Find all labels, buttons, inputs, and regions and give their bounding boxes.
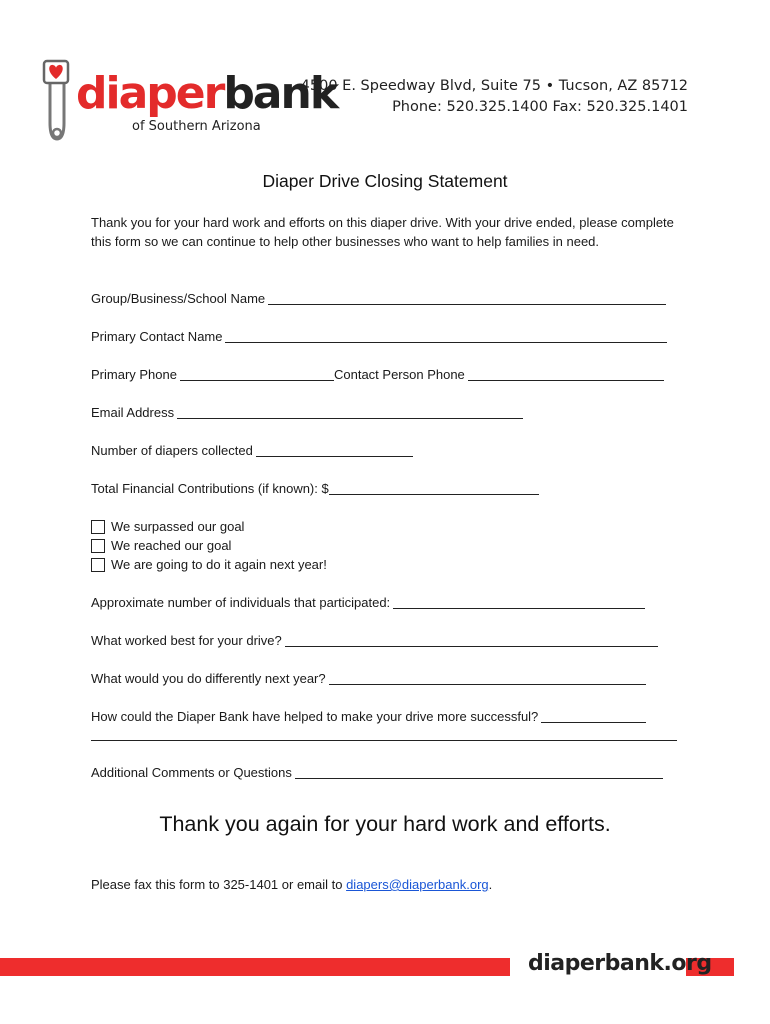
diaper-bank-help-line[interactable] [541,708,646,723]
fax-period: . [488,877,493,892]
diapers-collected-line[interactable] [256,442,413,457]
checkbox-box[interactable] [91,558,105,572]
fax-instructions [91,877,492,892]
primary-phone-label: Primary Phone [91,367,177,382]
checkbox-again-next-year[interactable] [91,555,327,574]
fax-text: Please fax this form to 325-1401 or email to [91,877,347,892]
phone-fields [91,366,664,384]
do-differently-field[interactable] [91,670,646,688]
email-label: Email Address [91,405,175,420]
do-differently-line[interactable] [329,670,646,685]
thank-you-heading: Thank you again for your hard work and efforts. [159,812,611,836]
primary-contact-label: Primary Contact Name [91,329,223,344]
footer-website: diaperbank.org [528,951,712,976]
checkbox-box[interactable] [91,520,105,534]
form-title: Diaper Drive Closing Statement [262,171,508,191]
email-line[interactable] [177,404,523,419]
logo-wordmark: diaperbank [76,68,338,119]
diaper-bank-help-line-2[interactable] [91,740,677,741]
diaper-bank-logo [40,55,338,150]
worked-best-label: What worked best for your drive? [91,633,282,648]
do-differently-label: What would you do differently next year? [91,671,326,686]
phone-line: Phone: 520.325.1400 Fax: 520.325.1401 [392,99,688,115]
participants-label: Approximate number of individuals that participated: [91,595,391,610]
contact-phone-line[interactable] [468,366,664,381]
financial-contributions-label: Total Financial Contributions (if known): $ [91,481,329,496]
comments-label: Additional Comments or Questions [91,765,292,780]
primary-contact-field[interactable] [91,328,667,346]
participants-line[interactable] [393,594,645,609]
diapers-collected-field[interactable] [91,442,413,460]
checkbox-label: We reached our goal [111,538,232,553]
diaper-bank-help-field[interactable] [91,708,646,726]
checkbox-surpassed-goal[interactable] [91,517,244,536]
email-field[interactable] [91,404,523,422]
contact-phone-label: Contact Person Phone [333,367,465,382]
checkbox-label: We surpassed our goal [111,519,245,534]
address-line: 4500 E. Speedway Blvd, Suite 75 • Tucson, AZ 85712 [300,78,688,94]
email-link[interactable]: diapers@diaperbank.org [346,877,489,892]
primary-phone-line[interactable] [180,366,334,381]
diaper-bank-help-label: How could the Diaper Bank have helped to make your drive more successful? [91,709,539,724]
group-name-label: Group/Business/School Name [91,291,266,306]
worked-best-field[interactable] [91,632,658,650]
checkbox-box[interactable] [91,539,105,553]
logo-subtitle: of Southern Arizona [132,119,261,134]
safety-pin-heart-icon [40,55,72,145]
financial-contributions-line[interactable] [329,480,539,495]
primary-contact-line[interactable] [225,328,667,343]
intro-paragraph: Thank you for your hard work and efforts on this diaper drive. With your drive ended, please complete this form so we can continue to help other businesses who want to help families in need. [91,215,674,249]
checkbox-label: We are going to do it again next year! [111,557,327,572]
financial-contributions-field[interactable] [91,480,539,498]
checkbox-reached-goal[interactable] [91,536,231,555]
diapers-collected-label: Number of diapers collected [91,443,253,458]
comments-line[interactable] [295,764,663,779]
group-name-field[interactable] [91,290,666,308]
group-name-line[interactable] [268,290,666,305]
participants-field[interactable] [91,594,645,612]
contact-info [301,76,688,118]
comments-field[interactable] [91,764,663,782]
worked-best-line[interactable] [285,632,658,647]
